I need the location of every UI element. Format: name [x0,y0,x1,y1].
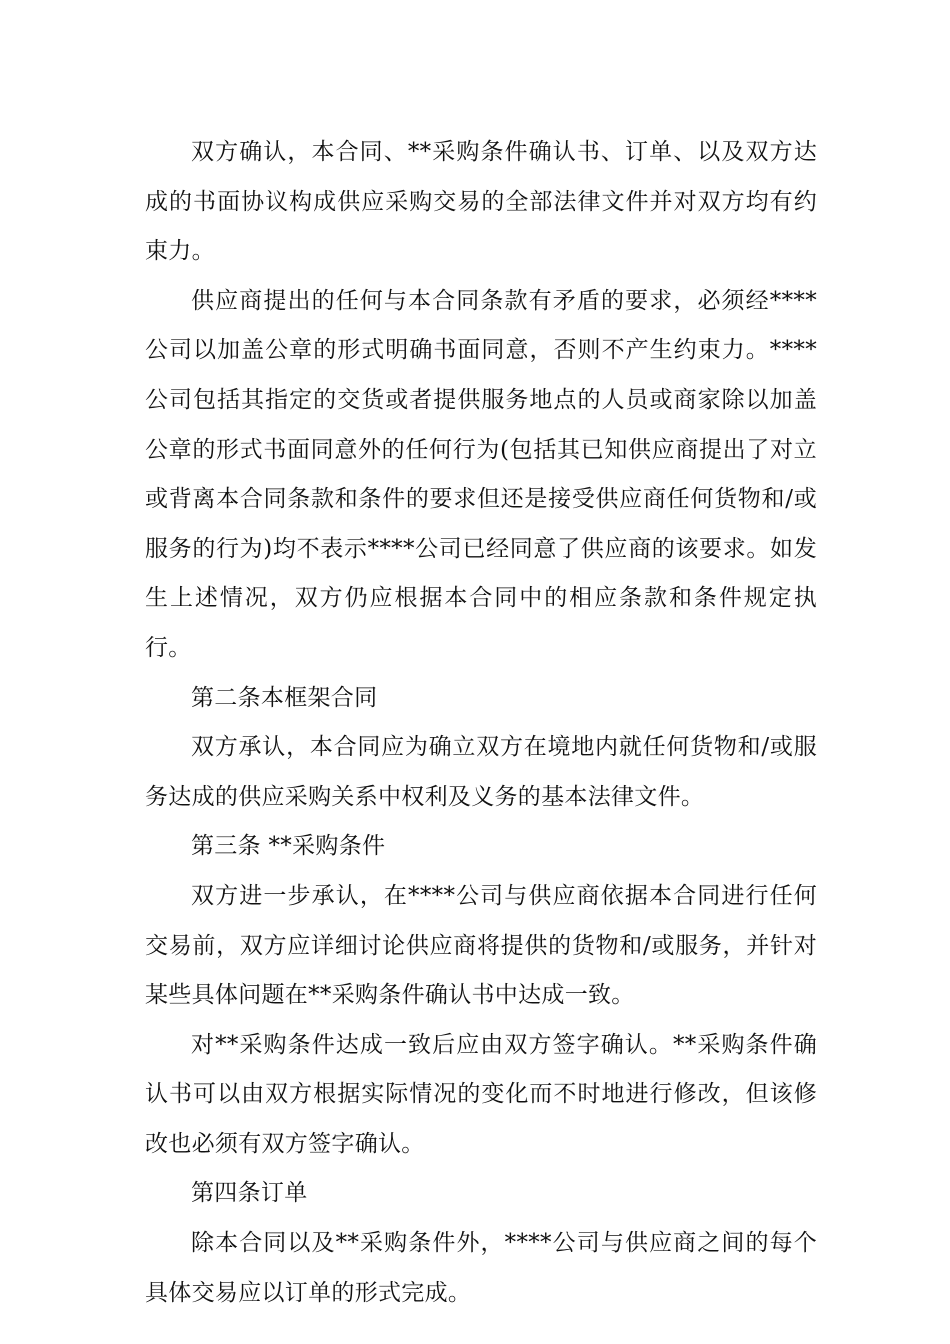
paragraph-framework-contract: 双方承认，本合同应为确立双方在境地内就任何货物和/或服务达成的供应采购关系中权利及义务的基本法律文件。 [145,734,817,810]
document-body [145,128,817,1318]
paragraph-confirmation: 双方确认，本合同、**采购条件确认书、订单、以及双方达成的书面协议构成供应采购交易的全部法律文件并对双方均有约束力。 [145,139,817,265]
article-4-heading: 第四条订单 [191,1180,308,1207]
paragraph-procurement-discussion: 双方进一步承认，在****公司与供应商依据本合同进行任何交易前，双方应详细讨论供应商将提供的货物和/或服务，并针对某些具体问题在**采购条件确认书中达成一致。 [145,882,817,1009]
paragraph-procurement-signing: 对**采购条件达成一致后应由双方签字确认。**采购条件确认书可以由双方根据实际情况的变化而不时地进行修改，但该修改也必须有双方签字确认。 [145,1031,817,1157]
paragraph-conflicting-requirements: 供应商提出的任何与本合同条款有矛盾的要求，必须经****公司以加盖公章的形式明确书面同意，否则不产生约束力。****公司包括其指定的交货或者提供服务地点的人员或商家除以加盖公章的形式书面同意外的任何行为(包括其已知供应商提出了对立或背离本合同条款和条件的要求但还是接受供应商任何货物和/或服务的行为)均不表示****公司已经同意了供应商的该要求。如发生上述情况，双方仍应根据本合同中的相应条款和条件规定执行。 [145,287,817,661]
article-3-heading: 第三条 **采购条件 [191,833,386,860]
article-2-heading: 第二条本框架合同 [191,684,378,711]
paragraph-orders: 除本合同以及**采购条件外，****公司与供应商之间的每个具体交易应以订单的形式完成。 [145,1230,817,1306]
